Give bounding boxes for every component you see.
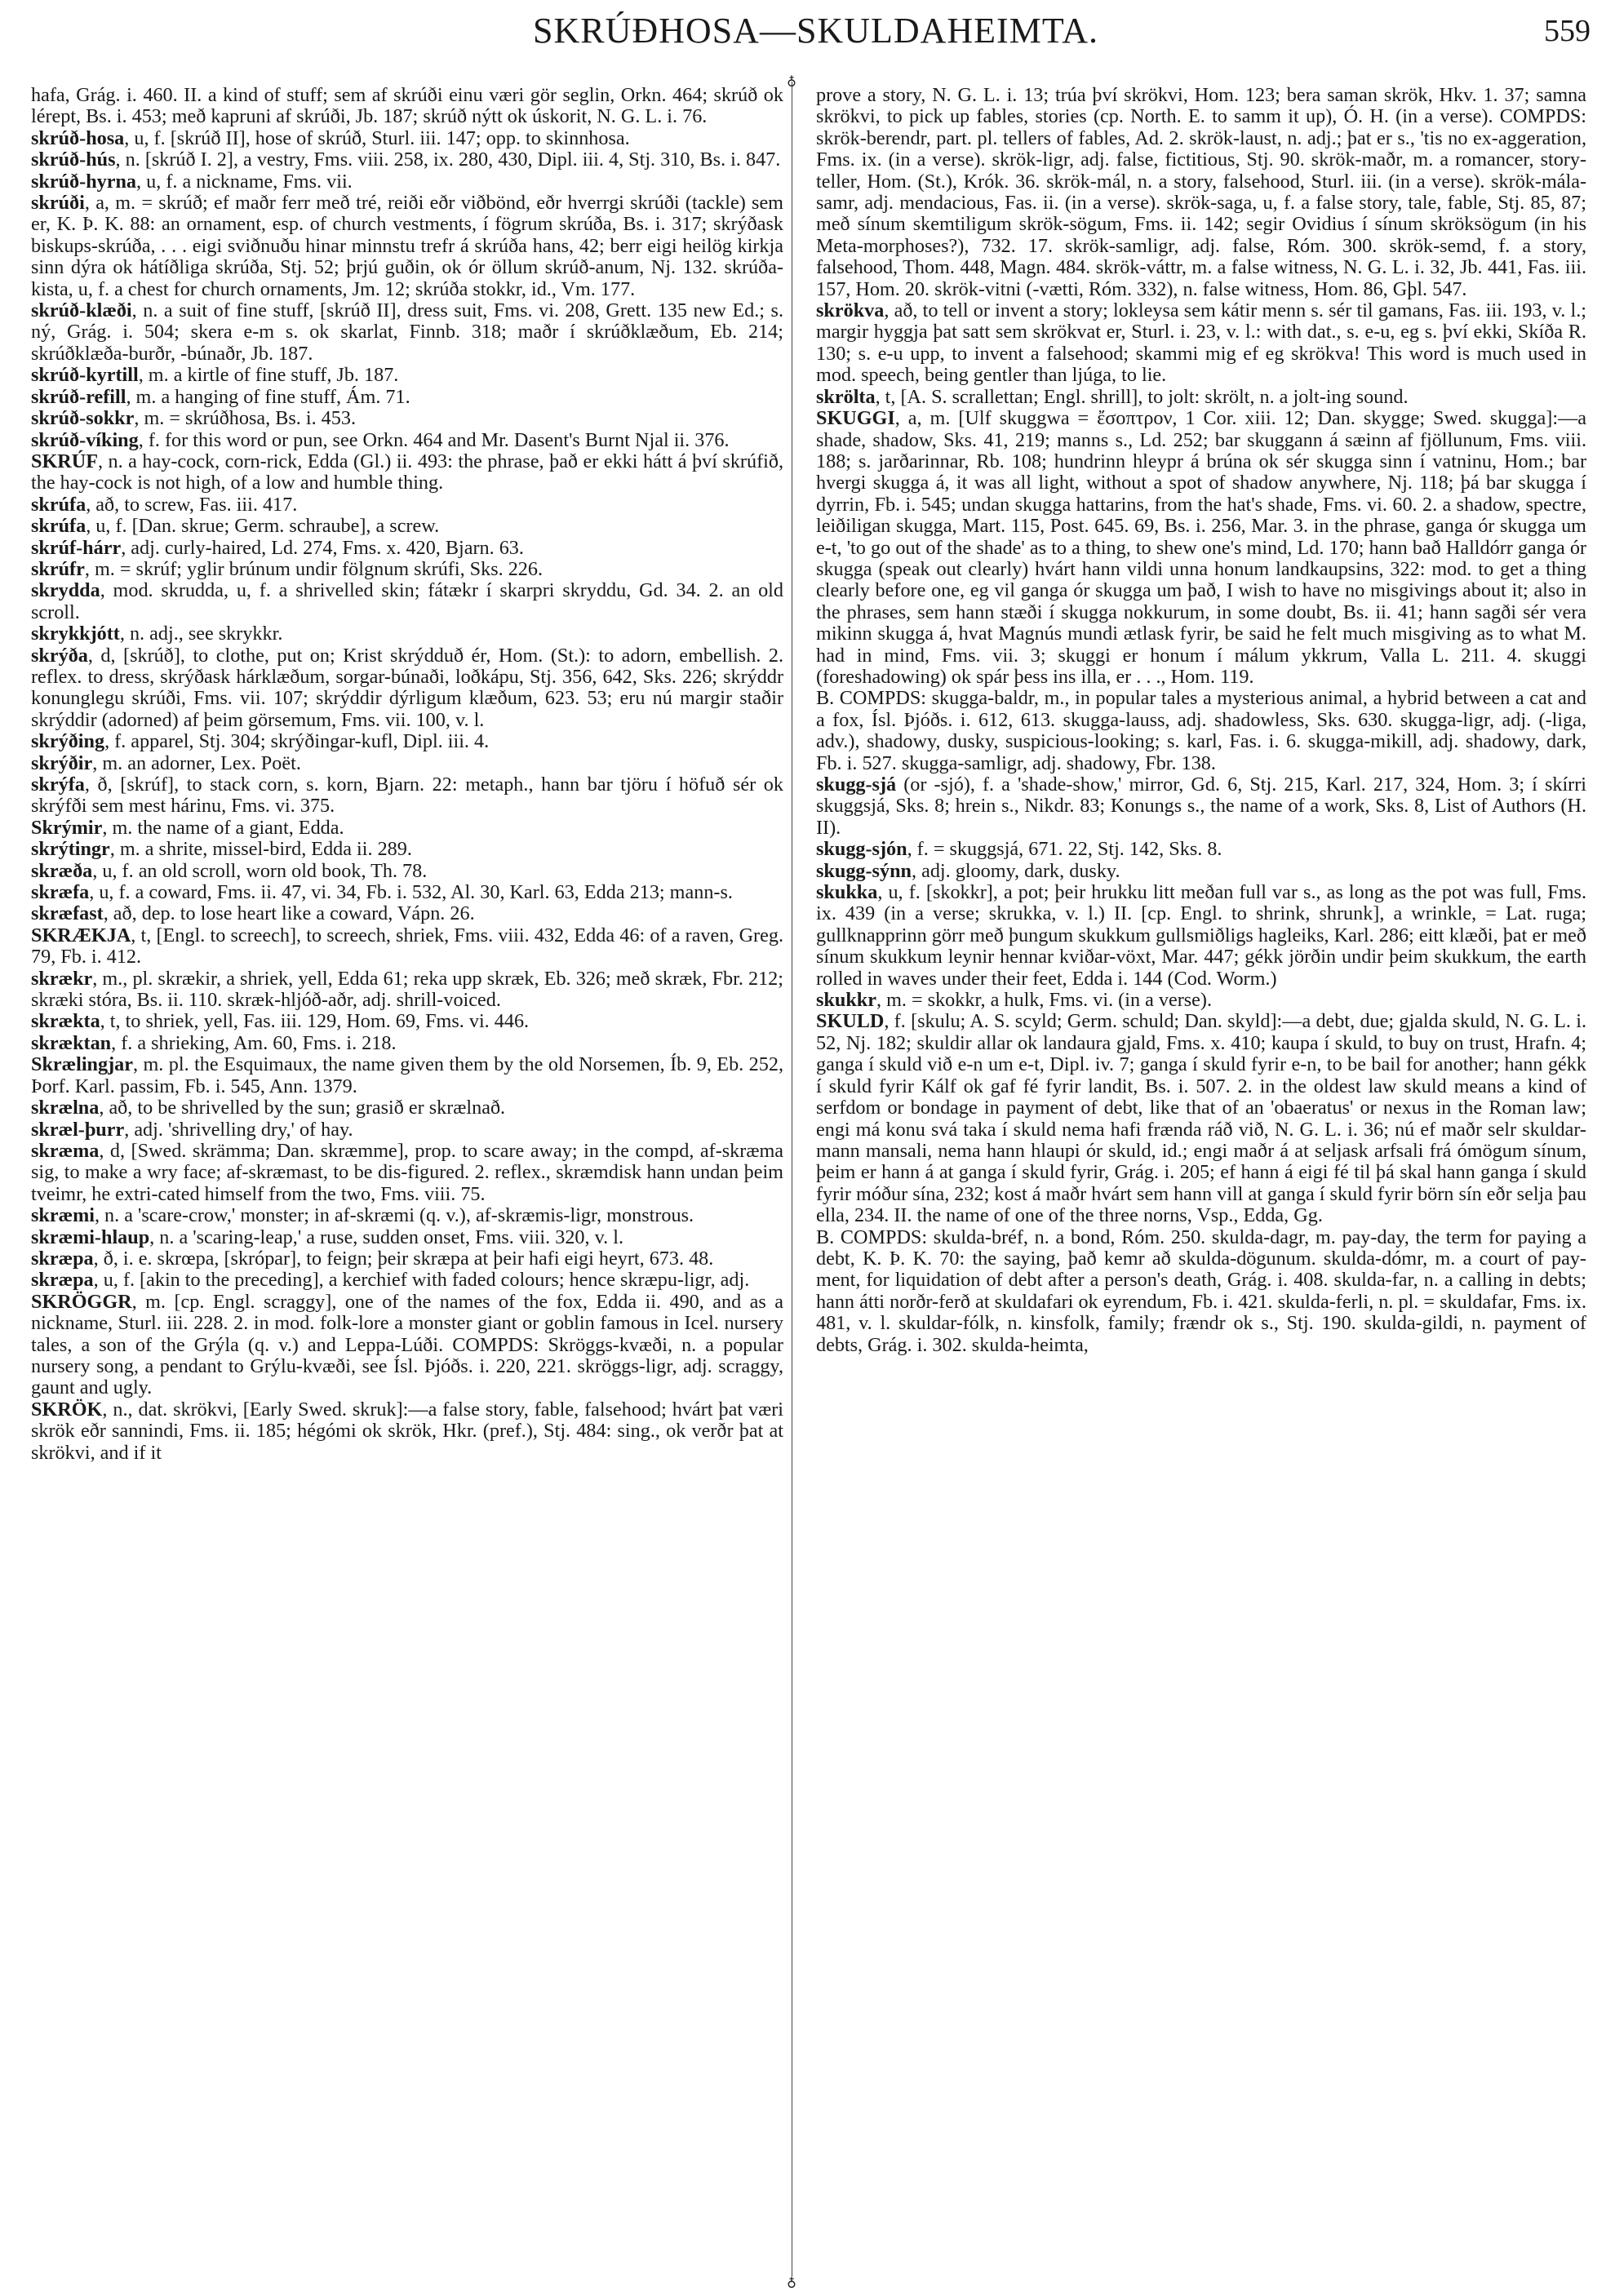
headword: skræl-þurr — [31, 1118, 125, 1141]
headword: skrúð-refill — [31, 385, 126, 408]
entry-text: , m. an adorner, Lex. Poët. — [92, 751, 301, 774]
entry-text: , að, to be shrivelled by the sun; grasið er skrælnað. — [99, 1097, 506, 1119]
entry-text: , d, [skrúð], to clothe, put on; Krist skrýdduð ér, Hom. (St.): to adorn, embellish. 2. reflex. to dress, skrýðask hárklæðum, sorgar-búnaði, loðkápu, Stj. 356, 642, Sks. 226; skrýddr konunglegu skrúði, Fms. vii. 107; skrýddir dýrligum klæðum, 623. 53; eru nú margir staðir skrýddir (adorned) af þeim görsemum, Fms. vii. 100, v. l. — [31, 644, 783, 731]
dictionary-entry — [31, 193, 783, 300]
dictionary-entry — [816, 387, 1586, 408]
dictionary-entry — [816, 408, 1586, 688]
dictionary-entry — [31, 645, 783, 732]
entry-text: , adj. gloomy, dark, dusky. — [911, 859, 1120, 882]
page-header — [33, 10, 1599, 59]
headword: skrúfa — [31, 493, 87, 516]
dictionary-entry — [31, 128, 783, 149]
headword: skrúð-hús — [31, 148, 116, 171]
dictionary-entry — [816, 688, 1586, 774]
dictionary-entry — [31, 1205, 783, 1226]
dictionary-entry — [31, 580, 783, 623]
left-column — [31, 85, 783, 1464]
headword: skræpa — [31, 1247, 94, 1270]
dictionary-entry — [31, 516, 783, 537]
dictionary-entry — [31, 1270, 783, 1291]
headword: skrýða — [31, 644, 88, 667]
entry-text: , n. [skrúð I. 2], a vestry, Fms. viii. 258, ix. 280, 430, Dipl. iii. 4, Stj. 310, Bs. i. 847. — [115, 148, 781, 171]
entry-text: , a, m. [Ulf skuggwa = ἔσοπτρον, 1 Cor. xiii. 12; Dan. skygge; Swed. skugga]:—a shade, shadow, Sks. 41, 219; manns s., Ld. 252; bar skuggann á sæinn af fjöllunum, Fms. viii. 188; s. jarðarinnar, Rb. 108; hundrinn hleypr á brúna ok sér skugga sinn í vatninu, Hom.; bar hvergi skugga á, it was all light, without a spot of shadow anywhere, Nj. 118; þá bar skugga í dyrrin, Fb. i. 545; undan skugga hattarins, from the hat's shade, Fms. vi. 60. 2. a shadow, spectre, leiðiligan skugga, Mart. 115, Post. 645. 69, Bs. i. 256, Mar. 3. in the phrase, ganga ór skugga um e-t, 'to go out of the shade' as to a thing, to shew one's mind, Ld. 170; hann bað Halldórr ganga ór skugga (speak out clearly) hvárt hann vildi unna honum landkaupsins, 322: mod. to get a thing clearly before one, eg vil ganga ór skugga um það, I wish to have no misgivings about it; also in the phrases, sem hann stæði í skugga nokkurum, in some doubt, Bs. ii. 41; hann sagði sér vera mikinn skugga á, hvat Magnús mundi ætlask fyrir, be said he felt much misgiving as to what M. had in mind, Fms. vii. 3; skuggi er honum í málum ykkrum, Valla L. 211. 4. skuggi (foreshadowing) ok spár þess ins illa, er . . ., Hom. 119. — [816, 407, 1586, 688]
headword: skugg-sjón — [816, 838, 907, 861]
headword: skrúð-sokkr — [31, 407, 135, 430]
entry-text: , f. for this word or pun, see Orkn. 464 and Mr. Dasent's Burnt Njal ii. 376. — [138, 428, 730, 451]
entry-text: B. COMPDS: skulda-bréf, n. a bond, Róm. 250. skulda-dagr, m. pay-day, the term for paying a debt, K. Þ. K. 70: the saying, það kemr að skulda-dögunum. skulda-dómr, m. a court of pay-ment, for liquidation of debt after a person's death, Grág. i. 408. skulda-far, n. a calling in debts; hann átti norðr-ferð at skuldafari ok eyrendum, Fb. i. 421. skulda-ferli, n. pl. = skuldafar, Fms. ix. 481, v. l. skuldar-fólk, n. kinsfolk, family; frændr ok s., Stj. 190. skulda-gildi, n. payment of debts, Grág. i. 302. skulda-heimta, — [816, 1226, 1586, 1356]
entry-text: , u, f. [skrúð II], hose of skrúð, Sturl. iii. 147; opp. to skinnhosa. — [124, 126, 630, 149]
entry-text: hafa, Grág. i. 460. II. a kind of stuff; sem af skrúði einu væri gör seglin, Orkn. 464; skrúð ok lérept, Bs. i. 453; með kapruni af skrúði, Jb. 187; skrúð nýtt ok úskorit, N. G. L. i. 76. — [31, 84, 783, 128]
entry-text: , n. adj., see skrykkr. — [119, 623, 283, 645]
headword: SKRÆKJA — [31, 924, 131, 946]
headword: skukkr — [816, 989, 876, 1012]
headword: skrýðing — [31, 730, 105, 753]
entry-text: , u, f. a nickname, Fms. vii. — [136, 170, 353, 193]
entry-text: , u, f. a coward, Fms. ii. 47, vi. 34, Fb. i. 532, Al. 30, Karl. 63, Edda 213; mann-s. — [89, 881, 733, 904]
headword: skugg-sjá — [816, 773, 897, 796]
entry-text: , m. a kirtle of fine stuff, Jb. 187. — [138, 364, 399, 387]
dictionary-entry — [31, 559, 783, 580]
entry-text: , d, [Swed. skrämma; Dan. skræmme], prop. to scare away; in the compd, af-skræma sig, to make a wry face; af-skræmast, to be dis-figured. 2. reflex., skræmdisk hann undan þeim tveimr, he extri-cated himself from the two, Fms. viii. 75. — [31, 1139, 783, 1205]
entry-text: , m., pl. skrækir, a shriek, yell, Edda 61; reka upp skræk, Eb. 326; með skræk, Fbr. 212; skræki stóra, Bs. ii. 110. skræk-hljóð-aðr, adj. shrill-voiced. — [31, 967, 783, 1012]
headword: skrýtingr — [31, 838, 110, 861]
dictionary-entry — [816, 990, 1586, 1011]
entry-text: , að, dep. to lose heart like a coward, Vápn. 26. — [103, 902, 475, 925]
headword: skrúð-víking — [31, 428, 139, 451]
entry-text: , m. the name of a giant, Edda. — [102, 816, 344, 839]
dictionary-entry — [31, 1227, 783, 1248]
dictionary-entry — [31, 1119, 783, 1141]
headword: skrýfa — [31, 773, 85, 796]
headword: skræma — [31, 1139, 100, 1162]
headword: skrúð-klæði — [31, 299, 132, 322]
headword: skræmi — [31, 1204, 95, 1227]
entry-text: prove a story, N. G. L. i. 13; trúa því skrökvi, Hom. 123; bera saman skrök, Hkv. 1. 37; samna skrökvi, to pick up fables, stories (cp. North. E. to samm it up), Ó. H. (in a verse). COMPDS: skrök-berendr, part. pl. tellers of fables, Ad. 2. skrök-laust, n. adj.; þat er s., 'tis no ex-aggeration, Fms. ix. (in a verse). skrök-ligr, adj. false, fictitious, Stj. 90. skrök-maðr, m. a romancer, story-teller, Hom. (St.), Krók. 36. skrök-mál, n. a story, falsehood, Sturl. iii. (in a verse). skrök-mála-samr, adj. mendacious, Fas. ii. (in a verse). skrök-saga, u, f. a false story, tale, fable, Stj. 85, 87; með sínum skemtiligum skrök-sögum, Fms. ii. 142; segir Ovidius í sínum skröksögum (in his Meta-morphoses?), 732. 17. skrök-samligr, adj. false, Róm. 300. skrök-semd, f. a story, falsehood, Thom. 448, Magn. 484. skrök-váttr, m. a false witness, N. G. L. i. 32, Jb. 441, Fas. iii. 157, Hom. 20. skrök-vitni (-vætti, Róm. 332), n. false witness, Hom. 86, Gþl. 547. — [816, 84, 1586, 300]
headword: Skrýmir — [31, 816, 103, 839]
entry-text: , mod. skrudda, u, f. a shrivelled skin; fátækr í skarpri skryddu, Gd. 34. 2. an old scroll. — [31, 579, 783, 623]
entry-text: (or -sjó), f. a 'shade-show,' mirror, Gd. 6, Stj. 215, Karl. 217, 324, Hom. 3; í skírri skuggsjá, Sks. 8; hrein s., Nikdr. 83; Konungs s., the name of a work, Sks. 8, List of Authors (H. II). — [816, 773, 1586, 839]
headword: SKRÖGGR — [31, 1290, 132, 1313]
dictionary-entry — [31, 171, 783, 193]
dictionary-entry — [31, 925, 783, 968]
dictionary-entry — [31, 861, 783, 882]
dictionary-entry — [816, 1227, 1586, 1356]
dictionary-entry — [31, 494, 783, 516]
entry-text: , f. [skulu; A. S. scyld; Germ. schuld; Dan. skyld]:—a debt, due; gjalda skuld, N. G. L. i. 52, Nj. 182; skuldir allar ok landaura gjald, Fms. x. 410; kaupa í skuld, to buy on trust, Hrafn. 4; ganga í skuld við e-n um e-t, Dipl. iv. 7; ganga í skuld fyrir e-n, to be bail for another; hann gékk í skuld fyrir Kálf ok gaf fé fyrir landit, Bs. i. 507. 2. in the oldest law skuld means a kind of serfdom or bondage in payment of debt, like that of an 'obaeratus' or nexus in the Roman law; engi má konu svá taka í skuld nema hafi frænda ráð við, N. G. L. i. 36; nú ef maðr selr skuldar-mann mansali, nema hann hlaupi ór skuld, id.; engi maðr á at seljask arfsali frá ómögum sínum, þeim er hann á at ganga í skuld fyrir, Grág. i. 205; ef hann á eigi fé til þá skal hann ganga í skuld fyrir móður sína, 232; kost á maðr hvárt sem hann vill at ganga í skuld fyrir börn sín eðr selja þau ella, 234. II. the name of one of the three norns, Vsp., Edda, Gg. — [816, 1010, 1586, 1227]
headword: skræða — [31, 859, 93, 882]
entry-text: , ð, i. e. skrœpa, [skrópar], to feign; þeir skræpa at þeir hafi eigi heyrt, 673. 48. — [93, 1247, 714, 1270]
headword: skræfast — [31, 902, 104, 925]
dictionary-entry — [31, 839, 783, 860]
dictionary-entry — [816, 882, 1586, 990]
dictionary-entry — [816, 774, 1586, 839]
page-number: 559 — [1544, 14, 1591, 48]
entry-text: , adj. curly-haired, Ld. 274, Fms. x. 420, Bjarn. 63. — [121, 536, 524, 559]
entry-text: , n., dat. skrökvi, [Early Swed. skruk]:—a false story, fable, falsehood; hvárt þat væri skrök eðr sannindi, Fms. ii. 185; hégómi ok skrök, Hkr. (pref.), Stj. 484: sing., ok verðr þat at skrökvi, and if it — [31, 1398, 783, 1464]
dictionary-entry — [816, 1011, 1586, 1226]
headword: skrúfa — [31, 515, 87, 538]
headword: skrúð-kyrtill — [31, 364, 139, 387]
headword: skrúð-hyrna — [31, 170, 137, 193]
divider-ornament-icon: ♁ — [787, 74, 796, 88]
entry-text: , f. = skuggsjá, 671. 22, Stj. 142, Sks. 8. — [907, 838, 1222, 861]
dictionary-entry — [31, 882, 783, 903]
dictionary-entry — [31, 1141, 783, 1205]
entry-text: , m. a shrite, missel-bird, Edda ii. 289. — [109, 838, 412, 861]
dictionary-entry — [31, 408, 783, 429]
entry-text: , u, f. [akin to the preceding], a kerchief with faded colours; hence skræpu-ligr, adj. — [93, 1269, 750, 1292]
dictionary-entry — [31, 903, 783, 924]
headword: SKUGGI — [816, 407, 895, 430]
dictionary-entry — [31, 300, 783, 365]
headword: SKRÚF — [31, 450, 98, 472]
entry-text: , t, [A. S. scrallettan; Engl. shrill], to jolt: skrölt, n. a jolt-ing sound. — [875, 385, 1409, 408]
headword: Skrælingjar — [31, 1053, 133, 1076]
dictionary-entry — [31, 85, 783, 128]
entry-text: , n. a 'scare-crow,' monster; in af-skræmi (q. v.), af-skræmis-ligr, monstrous. — [94, 1204, 694, 1227]
entry-text: , f. apparel, Stj. 304; skrýðingar-kufl, Dipl. iii. 4. — [104, 730, 490, 753]
headword: skrydda — [31, 579, 100, 602]
entry-text: , ð, [skrúf], to stack corn, s. korn, Bjarn. 22: metaph., hann bar tjöru í höfuð sér ok skrýfði sem mest hárinu, Fms. vi. 375. — [31, 773, 783, 818]
entry-text: , n. a 'scaring-leap,' a ruse, sudden onset, Fms. viii. 320, v. l. — [149, 1226, 624, 1248]
headword: SKRÖK — [31, 1398, 103, 1421]
dictionary-entry — [31, 968, 783, 1012]
entry-text: , t, [Engl. to screech], to screech, shriek, Fms. viii. 432, Edda 46: of a raven, Greg. 79, Fb. i. 412. — [31, 924, 783, 968]
dictionary-entry — [31, 149, 783, 171]
dictionary-entry — [31, 1292, 783, 1399]
divider-ornament-icon: ♁ — [787, 2276, 796, 2289]
headword: skrúð-hosa — [31, 126, 125, 149]
dictionary-entry — [31, 623, 783, 645]
dictionary-entry — [31, 451, 783, 494]
headword: skrúfr — [31, 557, 85, 580]
dictionary-entry — [816, 85, 1586, 300]
headword: skrölta — [816, 385, 876, 408]
entry-text: , m. = skokkr, a hulk, Fms. vi. (in a verse). — [876, 989, 1213, 1012]
dictionary-entry — [31, 1399, 783, 1464]
entry-text: , n. a suit of fine stuff, [skrúð II], dress suit, Fms. vi. 208, Grett. 135 new Ed.; s. ný, Grág. i. 504; skera e-m s. ok skarlat, Finnb. 318; maðr í skrúðklæðum, Eb. 214; skrúðklæða-burðr, -búnaðr, Jb. 187. — [31, 299, 783, 365]
headword: skræmi-hlaup — [31, 1226, 150, 1248]
entry-text: , m. pl. the Esquimaux, the name given them by the old Norsemen, Íb. 9, Eb. 252, Þorf. Karl. passim, Fb. i. 545, Ann. 1379. — [31, 1053, 783, 1097]
entry-text: , a, m. = skrúð; ef maðr ferr með tré, reiði eðr viðbönd, eðr hverrgi skrúði (tackle) sem er, K. Þ. K. 88: an ornament, esp. of church vestments, í fögrum skrúða, Bs. i. 317; skrýðask biskups-skrúða, . . . eigi sviðnuðu hinar minnstu trefr á skrúða hans, 42; berr eigi heilög kirkja sinn dýra ok hátíðliga skrúða, Stj. 52; þrjú guðin, ok ór öllum skrúð-anum, Nj. 132. skrúða-kista, u, f. a chest for church ornaments, Jm. 12; skrúða stokkr, id., Vm. 177. — [31, 192, 783, 300]
entry-text: , m. = skrúðhosa, Bs. i. 453. — [134, 407, 357, 430]
headword: skrælna — [31, 1097, 100, 1119]
headword: skræfa — [31, 881, 90, 904]
dictionary-entry — [31, 1054, 783, 1097]
entry-text: , f. a shrieking, Am. 60, Fms. i. 218. — [111, 1031, 397, 1054]
dictionary-entry — [31, 365, 783, 386]
dictionary-entry — [31, 1033, 783, 1054]
dictionary-entry — [31, 818, 783, 839]
dictionary-entry — [31, 1248, 783, 1270]
headword: skugg-sýnn — [816, 859, 912, 882]
entry-text: , u, f. [Dan. skrue; Germ. schraube], a screw. — [86, 515, 440, 538]
headword: skrúf-hárr — [31, 536, 122, 559]
headword: skukka — [816, 881, 878, 904]
entry-text: , adj. 'shrivelling dry,' of hay. — [124, 1118, 353, 1141]
dictionary-entry — [31, 731, 783, 752]
entry-text: , u, f. [skokkr], a pot; þeir hrukku litt meðan full var s., as long as the pot was full, Fms. ix. 439 (in a verse; skrukka, v. l.) II. [cp. Engl. to shrink, shrunk], a wrinkle, = Lat. ruga; gullknapprinn görr með þungum skukkum gullsmiðligs hagleiks, Karl. 286; eitt klæði, þat er með sínum skukkum leynir hennar kviðar-vöxt, Mar. 447; gékk jörðin undir þeim skukkum, the earth rolled in waves under their feet, Edda i. 144 (Cod. Worm.) — [816, 881, 1586, 990]
right-column — [816, 85, 1586, 1356]
dictionary-entry — [31, 387, 783, 408]
entry-text: , m. a hanging of fine stuff, Ám. 71. — [126, 385, 410, 408]
headword: skræpa — [31, 1269, 94, 1292]
dictionary-entry — [816, 861, 1586, 882]
headword: SKULD — [816, 1010, 885, 1033]
headword: skrykkjótt — [31, 623, 120, 645]
entry-text: , að, to screw, Fas. iii. 417. — [86, 493, 298, 516]
dictionary-entry — [31, 774, 783, 818]
headword: skrýðir — [31, 751, 93, 774]
entry-text: , t, to shriek, yell, Fas. iii. 129, Hom. 69, Fms. vi. 446. — [100, 1010, 530, 1033]
headword: skrækta — [31, 1010, 100, 1033]
dictionary-entry — [31, 1097, 783, 1119]
entry-text: , u, f. an old scroll, worn old book, Th. 78. — [92, 859, 428, 882]
headword: skrökva — [816, 299, 885, 322]
dictionary-entry — [31, 538, 783, 559]
dictionary-entry — [816, 300, 1586, 387]
entry-text: , m. [cp. Engl. scraggy], one of the names of the fox, Edda ii. 490, and as a nickname, Sturl. iii. 228. 2. in mod. folk-lore a monster giant or goblin famous in Icel. nursery tales, a son of the Grýla (q. v.) and Leppa-Lúði. COMPDS: Skröggs-kvæði, n. a popular nursery song, a pendant to Grýlu-kvæði, see Ísl. Þjóðs. i. 220, 221. skröggs-ligr, adj. scraggy, gaunt and ugly. — [31, 1290, 783, 1399]
page-title: SKRÚÐHOSA—SKULDAHEIMTA. — [533, 11, 1098, 51]
headword: skræktan — [31, 1031, 112, 1054]
entry-text: , m. = skrúf; yglir brúnum undir fölgnum skrúfi, Sks. 226. — [84, 557, 544, 580]
dictionary-entry — [31, 430, 783, 451]
headword: skrúði — [31, 192, 85, 215]
dictionary-entry — [816, 839, 1586, 860]
entry-text: B. COMPDS: skugga-baldr, m., in popular tales a mysterious animal, a hybrid between a cat and a fox, Ísl. Þjóðs. i. 612, 613. skugga-lauss, adj. shadowless, Sks. 630. skugga-ligr, adj. (-liga, adv.), shadowy, dusky, suspicious-looking; s. karl, Fas. i. 6. skugga-mikill, adj. shadowy, dark, Fb. i. 527. skugga-samligr, adj. shadowy, Fbr. 138. — [816, 687, 1586, 774]
entry-text: , að, to tell or invent a story; lokleysa sem kátir menn s. sér til gamans, Fas. iii. 193, v. l.; margir hyggja þat satt sem skrökvat er, Sturl. i. 23, v. l.: with dat., s. e-u, eg s. því ekki, Skíða R. 130; s. e-u upp, to invent a falsehood; skammi mig ef eg skrökva! This word is much used in mod. speech, being gentler than ljúga, to lie. — [816, 299, 1586, 387]
entry-text: , n. a hay-cock, corn-rick, Edda (Gl.) ii. 493: the phrase, það er ekki hátt á því skrúfið, the hay-cock is not high, of a low and humble thing. — [31, 450, 783, 494]
headword: skrækr — [31, 967, 93, 990]
dictionary-entry — [31, 753, 783, 774]
dictionary-entry — [31, 1011, 783, 1032]
